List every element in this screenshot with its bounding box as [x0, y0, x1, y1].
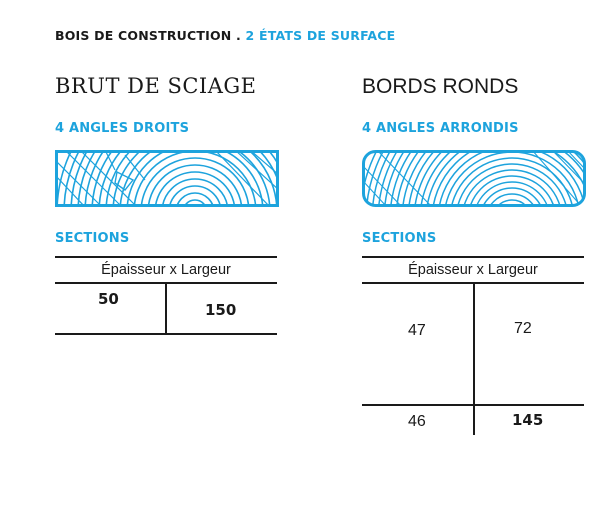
right-table-divider [473, 282, 475, 435]
header-separator: . [231, 28, 246, 43]
right-sections-label: SECTIONS [362, 231, 437, 246]
rough-sawn-wood-icon [55, 150, 279, 207]
left-subtitle: 4 ANGLES DROITS [55, 121, 190, 136]
right-table-row-rule [362, 404, 584, 406]
right-row2-width: 145 [512, 411, 544, 429]
left-table-divider [165, 282, 167, 334]
left-width-value: 150 [205, 301, 237, 319]
page-header [55, 28, 395, 43]
right-title: BORDS RONDS [362, 75, 519, 98]
right-table-header: Épaisseur x Largeur [408, 262, 538, 278]
right-row1-width: 72 [514, 320, 532, 337]
right-row2-thickness: 46 [408, 413, 426, 430]
left-table-bottom-rule [55, 333, 277, 335]
left-thickness-value: 50 [98, 290, 119, 308]
header-title: BOIS DE CONSTRUCTION [55, 28, 232, 43]
right-table-top-rule [362, 256, 584, 258]
left-title: BRUT DE SCIAGE [55, 74, 257, 98]
left-table-header: Épaisseur x Largeur [101, 262, 231, 278]
rounded-edge-wood-icon [362, 150, 586, 207]
header-subtitle: 2 ÉTATS DE SURFACE [245, 28, 396, 43]
right-subtitle: 4 ANGLES ARRONDIS [362, 121, 519, 136]
left-table-top-rule [55, 256, 277, 258]
right-row1-thickness: 47 [408, 322, 426, 339]
left-sections-label: SECTIONS [55, 231, 130, 246]
